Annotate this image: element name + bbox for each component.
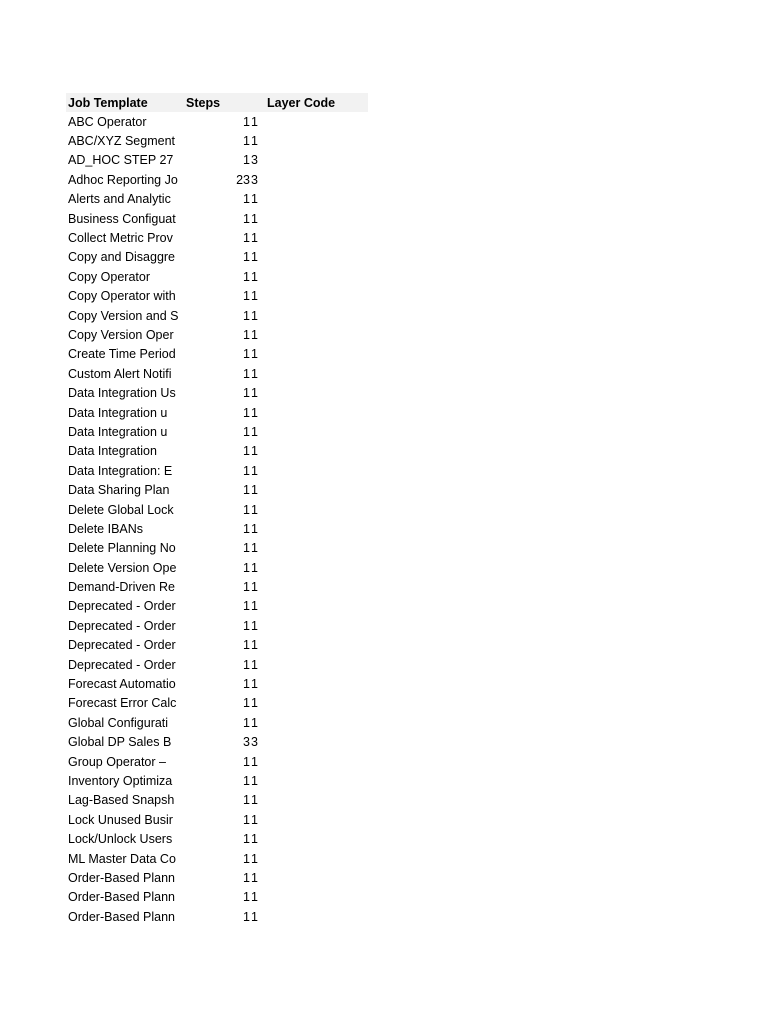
table-row [66,422,368,441]
table-row [66,228,368,247]
table-row [66,480,368,499]
cell-steps: 1 [243,269,250,284]
cell-steps: 1 [243,405,250,420]
cell-job-template: Deprecated - Order [68,618,176,633]
cell-layer-code: 3 [251,735,258,750]
cell-steps: 1 [243,832,250,847]
cell-job-template: Business Configuat [68,211,176,226]
cell-steps: 1 [243,502,250,517]
cell-job-template: Data Integration: E [68,463,173,478]
table-row [66,287,368,306]
table-header [66,93,368,112]
cell-steps: 1 [243,347,250,362]
cell-layer-code: 1 [251,231,258,246]
cell-layer-code: 1 [251,832,258,847]
header-steps: Steps [186,95,221,110]
cell-job-template: Adhoc Reporting Jo [68,172,178,187]
cell-steps: 1 [243,541,250,556]
cell-job-template: Delete IBANs [68,521,144,536]
table-row [66,810,368,829]
cell-steps: 1 [243,250,250,265]
cell-layer-code: 1 [251,638,258,653]
table-row [66,791,368,810]
table-row [66,364,368,383]
cell-steps: 1 [243,618,250,633]
table-row [66,151,368,170]
cell-layer-code: 1 [251,909,258,924]
table-row [66,500,368,519]
cell-layer-code: 1 [251,366,258,381]
cell-job-template: Group Operator – [68,754,166,769]
cell-layer-code: 1 [251,618,258,633]
cell-job-template: Lock Unused Busir [68,812,173,827]
cell-job-template: Order-Based Plann [68,870,176,885]
table-row [66,190,368,209]
cell-job-template: Copy and Disaggre [68,250,176,265]
cell-job-template: AD_HOC STEP 27 [68,153,174,168]
cell-job-template: Copy Operator [68,269,150,284]
cell-layer-code: 1 [251,192,258,207]
cell-steps: 1 [243,211,250,226]
cell-job-template: Delete Global Lock [68,502,174,517]
table-row [66,849,368,868]
cell-layer-code: 1 [251,405,258,420]
cell-layer-code: 1 [251,463,258,478]
cell-job-template: Data Integration u [68,424,168,439]
cell-job-template: ABC/XYZ Segment [68,134,175,149]
cell-steps: 1 [243,327,250,342]
cell-steps: 1 [243,463,250,478]
cell-steps: 1 [243,521,250,536]
table-row [66,306,368,325]
cell-steps: 1 [243,366,250,381]
cell-layer-code: 1 [251,444,258,459]
cell-job-template: Data Integration Us [68,386,176,401]
cell-job-template: Global DP Sales B [68,735,172,750]
cell-job-template: Delete Planning No [68,541,176,556]
cell-job-template: ML Master Data Co [68,851,176,866]
cell-layer-code: 1 [251,541,258,556]
table-row [66,655,368,674]
cell-job-template: Lock/Unlock Users [68,832,173,847]
cell-job-template: Create Time Period [68,347,176,362]
cell-steps: 1 [243,444,250,459]
cell-layer-code: 1 [251,851,258,866]
table-row [66,170,368,189]
cell-layer-code: 1 [251,812,258,827]
cell-steps: 1 [243,754,250,769]
cell-steps: 1 [243,812,250,827]
cell-layer-code: 1 [251,580,258,595]
table-row [66,403,368,422]
cell-layer-code: 1 [251,134,258,149]
cell-steps: 3 [243,735,250,750]
table-row [66,267,368,286]
cell-layer-code: 1 [251,870,258,885]
cell-layer-code: 1 [251,521,258,536]
table-row [66,868,368,887]
table-row [66,616,368,635]
cell-steps: 1 [243,657,250,672]
cell-layer-code: 1 [251,386,258,401]
cell-job-template: Copy Version Oper [68,327,174,342]
cell-steps: 1 [243,696,250,711]
header-job-template: Job Template [68,95,148,110]
cell-steps: 1 [243,890,250,905]
cell-layer-code: 3 [251,172,258,187]
table-row [66,907,368,926]
cell-steps: 1 [243,580,250,595]
cell-steps: 1 [243,715,250,730]
table-row [66,829,368,848]
cell-job-template: Collect Metric Prov [68,231,173,246]
cell-steps: 1 [243,114,250,129]
cell-steps: 1 [243,793,250,808]
cell-job-template: Alerts and Analytic [68,192,171,207]
cell-layer-code: 1 [251,308,258,323]
table-row [66,558,368,577]
cell-steps: 1 [243,153,250,168]
table-row [66,519,368,538]
table-row [66,539,368,558]
cell-job-template: Copy Operator with [68,289,176,304]
cell-layer-code: 1 [251,114,258,129]
cell-steps: 1 [243,870,250,885]
table-row [66,577,368,596]
cell-layer-code: 1 [251,327,258,342]
cell-steps: 1 [243,560,250,575]
table-row [66,597,368,616]
cell-layer-code: 1 [251,269,258,284]
cell-job-template: Custom Alert Notifi [68,366,172,381]
cell-job-template: Deprecated - Order [68,638,176,653]
cell-layer-code: 1 [251,211,258,226]
table-row [66,345,368,364]
cell-job-template: Global Configurati [68,715,169,730]
cell-layer-code: 1 [251,657,258,672]
cell-layer-code: 1 [251,715,258,730]
table-row [66,112,368,131]
cell-layer-code: 1 [251,773,258,788]
cell-steps: 1 [243,851,250,866]
cell-job-template: Data Sharing Plan [68,483,170,498]
cell-layer-code: 1 [251,696,258,711]
cell-steps: 1 [243,231,250,246]
cell-layer-code: 1 [251,754,258,769]
cell-layer-code: 1 [251,483,258,498]
cell-job-template: Forecast Automatio [68,677,176,692]
table-row [66,383,368,402]
cell-job-template: Order-Based Plann [68,890,176,905]
table-body [66,112,368,926]
table-row [66,674,368,693]
cell-job-template: Lag-Based Snapsh [68,793,175,808]
cell-steps: 1 [243,386,250,401]
cell-steps: 1 [243,424,250,439]
cell-layer-code: 1 [251,560,258,575]
cell-job-template: Deprecated - Order [68,599,176,614]
cell-layer-code: 1 [251,250,258,265]
cell-job-template: Inventory Optimiza [68,773,173,788]
cell-job-template: Order-Based Plann [68,909,176,924]
cell-job-template: Copy Version and S [68,308,179,323]
table-row [66,771,368,790]
cell-layer-code: 1 [251,793,258,808]
cell-job-template: Demand-Driven Re [68,580,175,595]
cell-layer-code: 3 [251,153,258,168]
table-row [66,131,368,150]
table-row [66,325,368,344]
table-row [66,733,368,752]
spreadsheet-table [66,93,368,926]
cell-layer-code: 1 [251,347,258,362]
cell-job-template: Forecast Error Calc [68,696,177,711]
cell-job-template: ABC Operator [68,114,147,129]
table-row [66,461,368,480]
cell-steps: 1 [243,483,250,498]
cell-layer-code: 1 [251,502,258,517]
cell-steps: 1 [243,677,250,692]
cell-steps: 1 [243,773,250,788]
cell-steps: 1 [243,192,250,207]
cell-layer-code: 1 [251,890,258,905]
table-row [66,209,368,228]
cell-layer-code: 1 [251,289,258,304]
header-layer-code: Layer Code [267,95,336,110]
cell-layer-code: 1 [251,677,258,692]
cell-steps: 1 [243,308,250,323]
cell-job-template: Data Integration u [68,405,168,420]
cell-steps: 1 [243,134,250,149]
table-row [66,752,368,771]
table-row [66,888,368,907]
cell-layer-code: 1 [251,599,258,614]
cell-job-template: Deprecated - Order [68,657,176,672]
cell-job-template: Delete Version Ope [68,560,177,575]
table-row [66,694,368,713]
table-row [66,248,368,267]
cell-job-template: Data Integration [68,444,157,459]
cell-steps: 1 [243,599,250,614]
table-row [66,636,368,655]
cell-steps: 23 [236,172,250,187]
cell-layer-code: 1 [251,424,258,439]
cell-steps: 1 [243,638,250,653]
table-row [66,442,368,461]
table-row [66,713,368,732]
cell-steps: 1 [243,909,250,924]
cell-steps: 1 [243,289,250,304]
